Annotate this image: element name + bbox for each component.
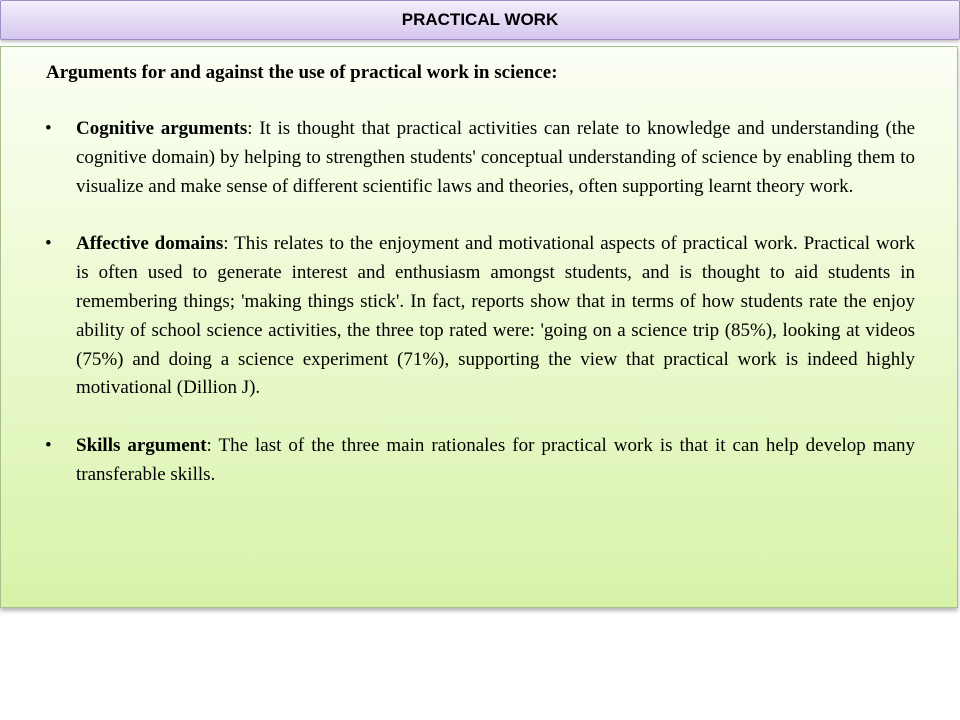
- arguments-list: [45, 115, 915, 519]
- content-heading: Arguments for and against the use of practical work in science:: [46, 62, 558, 83]
- slide-title-bar: [0, 0, 960, 40]
- bullet-icon: •: [45, 233, 52, 255]
- content-panel: [0, 46, 958, 608]
- bullet-text: : This relates to the enjoyment and motivational aspects of practical work. Practical work is often used to generate interest and enthusiasm amongst students, and is thought to aid students in remembering things; 'making things stick'. In fact, reports show that in terms of how students rate the enjoy ability of school science activities, the three top rated were: 'going on a science trip (85%), looking at videos (75%) and doing a science experiment (71%), supporting the view that practical work is indeed highly motivational (Dillion J).: [76, 233, 915, 399]
- bullet-icon: •: [45, 435, 52, 457]
- bullet-term: Skills argument: [76, 435, 207, 457]
- bullet-cognitive-arguments: [45, 115, 915, 201]
- bullet-term: Cognitive arguments: [76, 118, 248, 139]
- bullet-text: : The last of the three main rationales for practical work is that it can help develop many transferable skills.: [76, 435, 915, 485]
- bullet-text: : It is thought that practical activities can relate to knowledge and understanding (the cognitive domain) by helping to strengthen students' conceptual understanding of science by enabling them to visualize and make sense of different scientific laws and theories, often supporting learnt theory work.: [76, 118, 915, 197]
- bullet-icon: •: [45, 118, 52, 139]
- slide-title: PRACTICAL WORK: [401, 10, 559, 29]
- bullet-affective-domains: [45, 230, 915, 403]
- bullet-skills-argument: [45, 432, 915, 490]
- bullet-term: Affective domains: [76, 233, 224, 255]
